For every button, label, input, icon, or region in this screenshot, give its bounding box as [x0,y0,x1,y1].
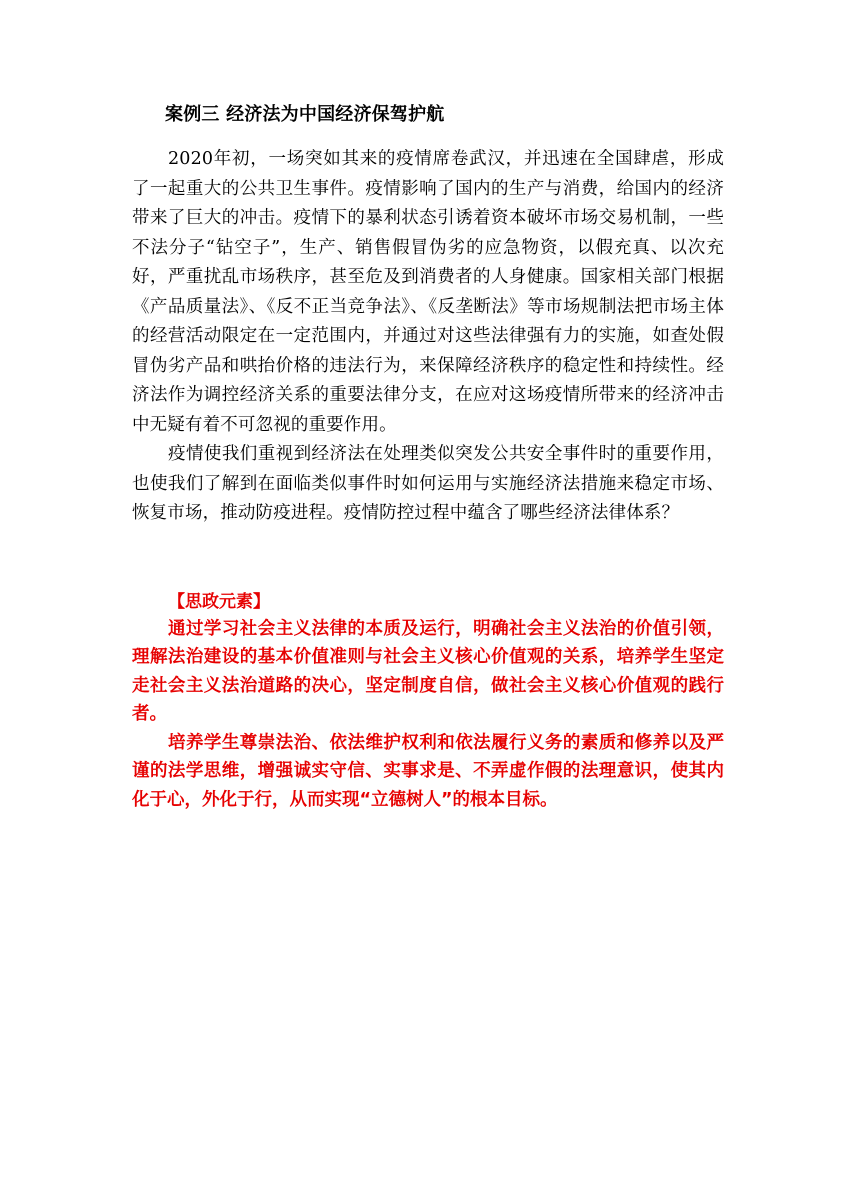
case-paragraph-1: 2020年初，一场突如其来的疫情席卷武汉，并迅速在全国肆虐，形成了一起重大的公共卫生事件。疫情影响了国内的生产与消费，给国内的经济带来了巨大的冲击。疫情下的暴利状态引诱着资本破坏市场交易机制，一些不法分子“钻空子”，生产、销售假冒伪劣的应急物资，以假充真、以次充好，严重扰乱市场秩序，甚至危及到消费者的人身健康。国家相关部门根据《产品质量法》、《反不正当竞争法》、《反垄断法》等市场规制法把市场主体的经营活动限定在一定范围内，并通过对这些法律强有力的实施，如查处假冒伪劣产品和哄抬价格的违法行为，来保障经济秩序的稳定性和持续性。经济法作为调控经济关系的重要法律分支，在应对这场疫情所带来的经济冲击中无疑有着不可忽视的重要作用。 [132,149,724,435]
ideology-paragraph-2: 培养学生尊崇法治、依法维护权利和依法履行义务的素质和修养以及严谨的法学思维，增强诚实守信、实事求是、不弄虚作假的法理意识，使其内化于心，外化于行，从而实现“立德树人”的根本目标。 [132,732,724,810]
section-spacer [132,529,724,589]
case-paragraph-2: 疫情使我们重视到经济法在处理类似突发公共安全事件时的重要作用，也使我们了解到在面临类似事件时如何运用与实施经济法措施来稳定市场、恢复市场，推动防疫进程。疫情防控过程中蕴含了哪些经济法律体系？ [132,444,724,523]
ideology-section [132,589,724,815]
document-body [132,100,724,814]
ideology-heading: 【思政元素】 [168,591,270,612]
ideology-paragraph-1: 通过学习社会主义法律的本质及运行，明确社会主义法治的价值引领，理解法治建设的基本价值准则与社会主义核心价值观的关系，培养学生坚定走社会主义法治道路的决心，坚定制度自信，做社会主义核心价值观的践行者。 [132,618,724,724]
case-title: 案例三 经济法为中国经济保驾护航 [165,104,445,125]
